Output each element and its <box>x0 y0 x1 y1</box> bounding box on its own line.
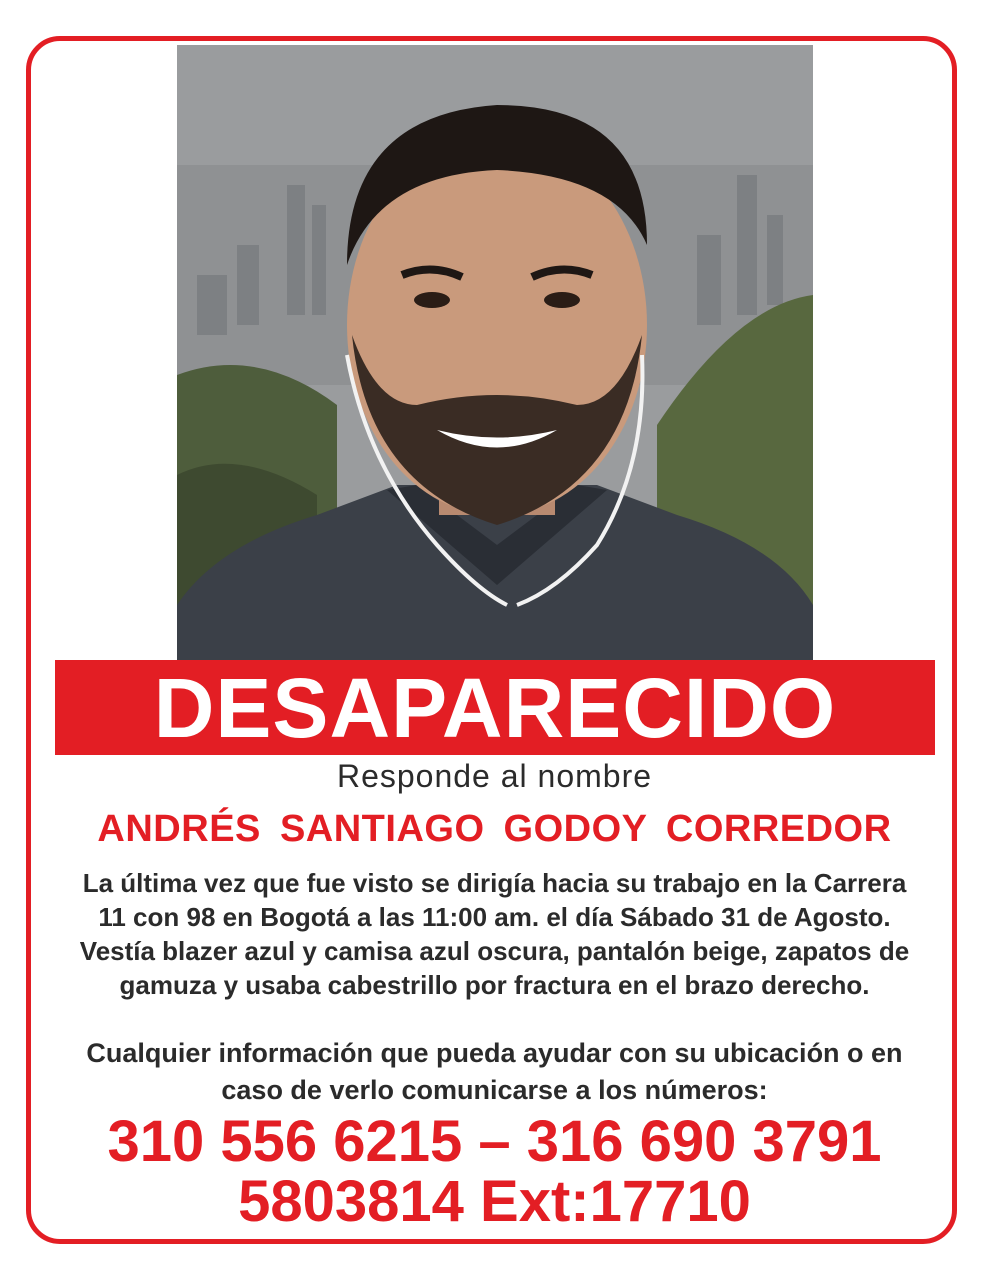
banner-title: DESAPARECIDO <box>153 660 837 755</box>
missing-person-photo <box>177 45 813 660</box>
selfie-illustration <box>177 45 813 660</box>
landline-number: 5803814 Ext:17710 <box>238 1169 751 1234</box>
description-line: Vestía blazer azul y camisa azul oscura, pantalón beige, zapatos de <box>79 936 910 966</box>
missing-banner <box>55 660 935 755</box>
contact-line: caso de verlo comunicarse a los números: <box>221 1075 768 1105</box>
phone-numbers: 310 556 6215 – 316 690 3791 <box>107 1109 882 1174</box>
description <box>40 866 949 1002</box>
contact-line: Cualquier información que pueda ayudar con su ubicación o en <box>86 1038 903 1068</box>
contact-request <box>30 1035 959 1109</box>
description-line: La última vez que fue visto se dirigía hacia su trabajo en la Carrera <box>82 868 907 898</box>
description-line: gamuza y usaba cabestrillo por fractura en el brazo derecho. <box>119 970 870 1000</box>
person-name: ANDRÉS SANTIAGO GODOY CORREDOR <box>97 808 892 850</box>
intro-text: Responde al nombre <box>336 758 653 794</box>
description-line: 11 con 98 en Bogotá a las 11:00 am. el día Sábado 31 de Agosto. <box>98 902 891 932</box>
